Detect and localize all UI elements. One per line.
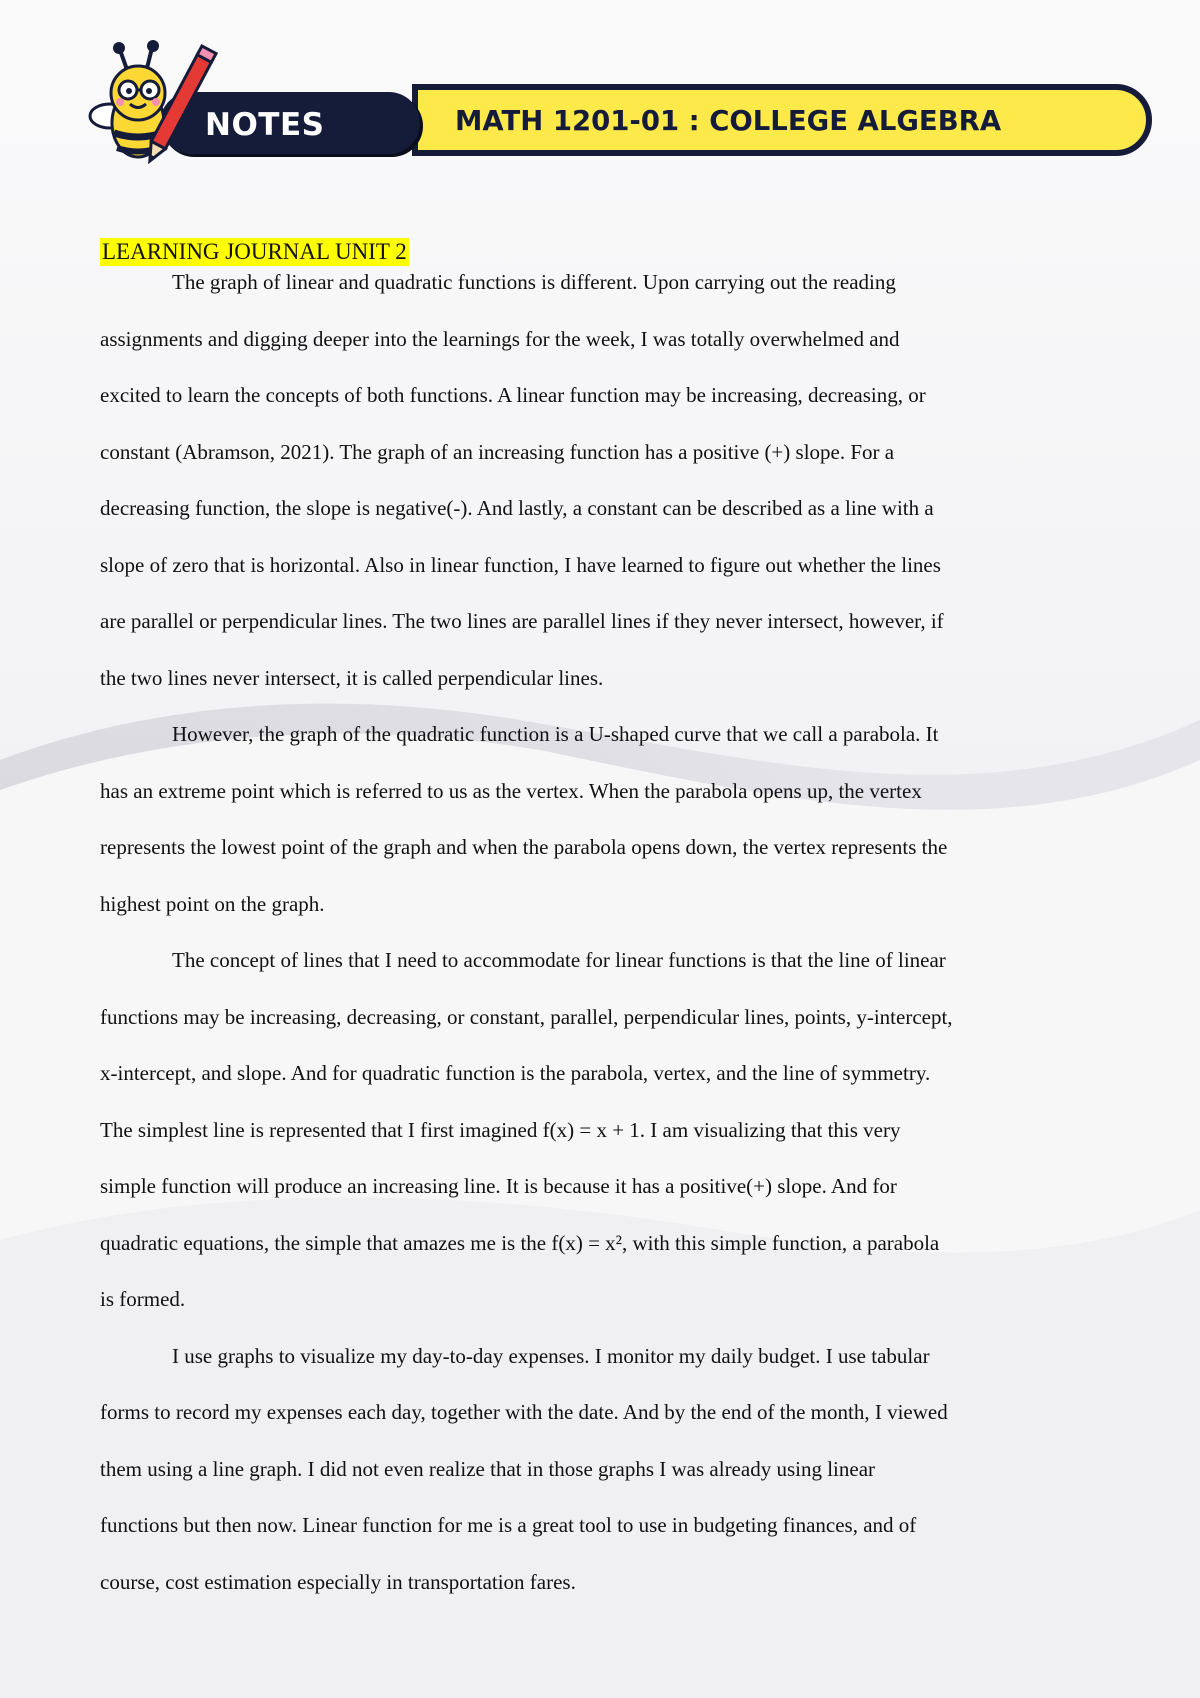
paragraph-3 (100, 932, 1100, 1328)
notes-header (0, 0, 1200, 200)
text-line: represents the lowest point of the graph and when the parabola opens down, the vertex represents the (100, 835, 948, 859)
text-line: quadratic equations, the simple that amazes me is the f(x) = x², with this simple function, a parabola (100, 1230, 940, 1255)
paragraph-1 (100, 254, 1100, 706)
text-line: highest point on the graph. (100, 891, 325, 916)
text-line: The concept of lines that I need to accommodate for linear functions is that the line of linear (172, 948, 946, 972)
notes-label: NOTES (205, 107, 325, 143)
text-line: However, the graph of the quadratic function is a U-shaped curve that we call a parabola. It (172, 722, 939, 746)
text-line: The simplest line is represented that I first imagined f(x) = x + 1. I am visualizing that this very (100, 1117, 901, 1142)
bee-pencil-icon (70, 38, 220, 173)
text-line: excited to learn the concepts of both functions. A linear function may be increasing, decreasing, or (100, 383, 926, 407)
text-line: has an extreme point which is referred to us as the vertex. When the parabola opens up, the vertex (100, 778, 922, 803)
text-line: constant (Abramson, 2021). The graph of an increasing function has a positive (+) slope. For a (100, 439, 895, 464)
course-title: MATH 1201-01 : COLLEGE ALGEBRA (455, 105, 1002, 137)
text-line: I use graphs to visualize my day-to-day expenses. I monitor my daily budget. I use tabular (172, 1343, 930, 1368)
text-line: The graph of linear and quadratic functions is different. Upon carrying out the reading (172, 270, 896, 294)
text-line: simple function will produce an increasing line. It is because it has a positive(+) slope. And for (100, 1174, 897, 1198)
paragraph-4 (100, 1328, 1100, 1611)
text-line: course, cost estimation especially in transportation fares. (100, 1569, 576, 1594)
text-line: is formed. (100, 1287, 186, 1311)
text-line: them using a line graph. I did not even realize that in those graphs I was already using linear (100, 1456, 876, 1481)
text-line: decreasing function, the slope is negative(-). And lastly, a constant can be described as a line with a (100, 496, 934, 520)
text-line: are parallel or perpendicular lines. The two lines are parallel lines if they never intersect, however, if (100, 609, 944, 633)
text-line: forms to record my expenses each day, together with the date. And by the end of the month, I viewed (100, 1400, 948, 1424)
text-line: functions but then now. Linear function for me is a great tool to use in budgeting finances, and of (100, 1513, 917, 1537)
text-line: assignments and digging deeper into the learnings for the week, I was totally overwhelmed and (100, 326, 900, 351)
journal-body (100, 238, 1100, 1610)
paragraph-2 (100, 706, 1100, 932)
journal-title: LEARNING JOURNAL UNIT 2 (102, 239, 407, 264)
text-line: x-intercept, and slope. And for quadratic function is the parabola, vertex, and the line of symmetry. (100, 1061, 931, 1085)
text-line: functions may be increasing, decreasing, or constant, parallel, perpendicular lines, points, y-intercept, (100, 1004, 953, 1029)
text-line: slope of zero that is horizontal. Also in linear function, I have learned to figure out whether the lines (100, 552, 941, 577)
text-line: the two lines never intersect, it is called perpendicular lines. (100, 665, 604, 690)
